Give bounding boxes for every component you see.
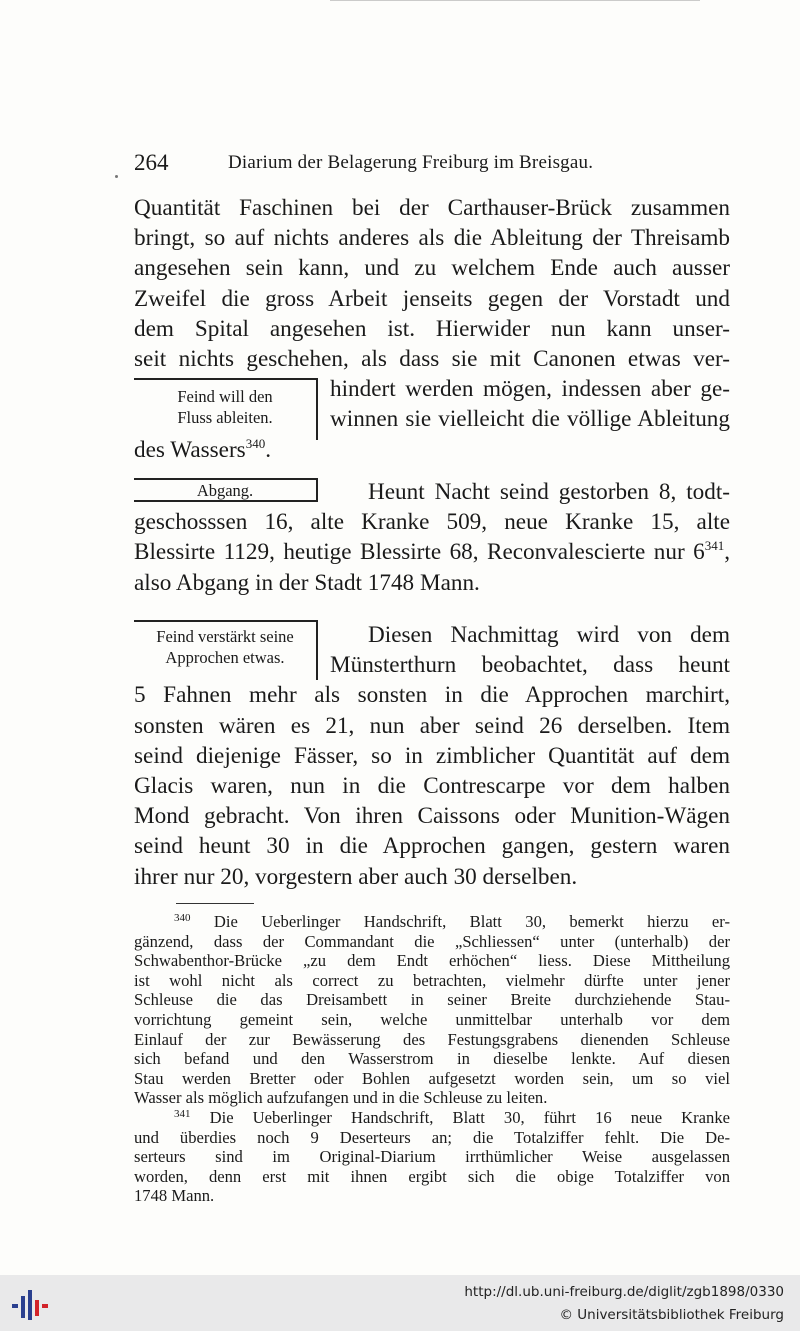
- footnote-number-341: 341: [174, 1107, 191, 1120]
- text-line: Heunt Nacht seind gestorben 8, todt-: [368, 479, 730, 505]
- footnote-ref-340: 340: [245, 435, 266, 451]
- footnote-line: [134, 912, 730, 932]
- text-line: angesehen sein kann, und zu welchem Ende auch ausser: [134, 255, 730, 282]
- footnote-rule: [176, 903, 254, 904]
- text-line: seind heunt 30 in die Approchen gangen, gestern waren: [134, 833, 730, 860]
- margin-note-line: Feind verstärkt seine: [156, 627, 294, 646]
- text-fragment: Blessirte 1129, heutige Blessirte 68, Reconvalescierte nur 6: [134, 539, 705, 566]
- text-line: Diesen Nachmittag wird von dem: [368, 622, 730, 648]
- text-line-last: ihrer nur 20, vorgestern aber auch 30 derselben.: [134, 863, 578, 890]
- footnote-line: 1748 Mann.: [134, 1186, 215, 1206]
- text-line-last: also Abgang in der Stadt 1748 Mann.: [134, 569, 480, 596]
- footnote-line: ist wohl nicht als correct zu betrachten, vielmehr dürfte unter jener: [134, 970, 730, 990]
- margin-note-line: Approchen etwas.: [165, 648, 285, 667]
- footnotes: [134, 912, 730, 1206]
- text-fragment: des Wassers: [134, 436, 246, 463]
- text-line: hindert werden mögen, indessen aber ge-: [330, 376, 730, 403]
- footnote-line: Schleuse die das Dreisambett in seiner Breite durchziehende Stau-: [134, 990, 730, 1010]
- margin-note-line: Abgang.: [196, 481, 254, 500]
- text-line: sonsten wären es 21, nun aber seind 26 derselben. Item: [134, 712, 730, 739]
- margin-note-line: Fluss ableiten.: [177, 408, 273, 427]
- text-line: winnen sie vielleicht die völlige Ableitung: [330, 406, 730, 433]
- text-line: Quantität Faschinen bei der Carthauser-Brück zusammen: [134, 195, 730, 221]
- footnote-ref-341: 341: [704, 538, 725, 554]
- footnote-line: Einlauf der zur Bewässerung des Festungsgrabens dienenden Schleuse: [134, 1029, 730, 1049]
- viewer-footer: [0, 1275, 800, 1331]
- text-line: bringt, so auf nichts anderes als die Ableitung der Threisamb: [134, 225, 730, 252]
- text-line: geschosssen 16, alte Kranke 509, neue Kranke 15, alte: [134, 509, 730, 536]
- footer-copyright: © Universitätsbibliothek Freiburg: [559, 1307, 784, 1323]
- footnote-line: Stau werden Bretter oder Bohlen aufgesetzt worden sein, um so viel: [134, 1068, 730, 1088]
- text-line: [134, 537, 730, 567]
- margin-note-line: Feind will den: [177, 387, 273, 406]
- text-line: Zweifel die gross Arbeit jenseits gegen der Vorstadt und: [134, 285, 730, 312]
- text-fragment: Die Ueberlinger Handschrift, Blatt 30, bemerkt hierzu er-: [213, 912, 730, 931]
- footnote-line: gänzend, dass der Commandant die „Schliessen“ unter (unterhalb) der: [134, 931, 730, 951]
- text-line: Münsterthurn beobachtet, dass heunt: [330, 652, 730, 679]
- footnote-line: worden, denn erst mit ihnen ergibt sich die obige Totalziffer von: [134, 1166, 730, 1186]
- paragraph-3: [134, 620, 730, 892]
- page-number: 264: [134, 150, 169, 175]
- paragraph-2: [134, 477, 730, 598]
- text-fragment: ,: [724, 539, 730, 566]
- text-fragment: .: [265, 436, 271, 463]
- footnote-number-340: 340: [174, 912, 191, 924]
- footer-url-link[interactable]: http://dl.ub.uni-freiburg.de/diglit/zgb1898/0330: [464, 1284, 784, 1300]
- running-head-title: Diarium der Belagerung Freiburg im Breisgau.: [228, 152, 594, 173]
- margin-note-feind-will: [134, 378, 318, 440]
- text-line: Glacis waren, nun in die Contrescarpe vor dem halben: [134, 772, 730, 799]
- text-line: seit nichts geschehen, als dass sie mit Canonen etwas ver-: [134, 345, 730, 372]
- text-line: 5 Fahnen mehr als sonsten in die Approchen marchirt,: [134, 682, 730, 709]
- text-line: dem Spital angesehen ist. Hierwider nun kann unser-: [134, 315, 730, 342]
- top-cut-line: [330, 0, 700, 7]
- footnote-line: vorrichtung gemeint sein, welche unmittelbar unterhalb vor dem: [134, 1009, 730, 1029]
- footnote-line: Wasser als möglich aufzufangen und in die Schleuse zu leiten.: [134, 1088, 548, 1108]
- footnote-line: serteurs sind im Original-Diarium irrthümlicher Weise ausgelassen: [134, 1147, 730, 1167]
- footnote-line: und überdies noch 9 Deserteurs an; die Totalziffer fehlt. Die De-: [134, 1127, 730, 1147]
- footnote-line: [134, 1108, 730, 1128]
- ub-freiburg-logo-icon[interactable]: [10, 1284, 50, 1324]
- text-fragment: Die Ueberlinger Handschrift, Blatt 30, führt 16 neue Kranke: [209, 1107, 730, 1127]
- footnote-line: sich befand und den Wasserstrom in dieselbe lenkte. Auf diesen: [134, 1049, 730, 1069]
- text-line: Mond gebracht. Von ihren Caissons oder Munition-Wägen: [134, 803, 730, 830]
- speck: [115, 175, 118, 178]
- footnote-line: Schwabenthor-Brücke „zu dem Endt erhöchen“ liess. Diese Mittheilung: [134, 951, 730, 971]
- text-line: seind diejenige Fässer, so in zimblicher Quantität auf dem: [134, 742, 730, 769]
